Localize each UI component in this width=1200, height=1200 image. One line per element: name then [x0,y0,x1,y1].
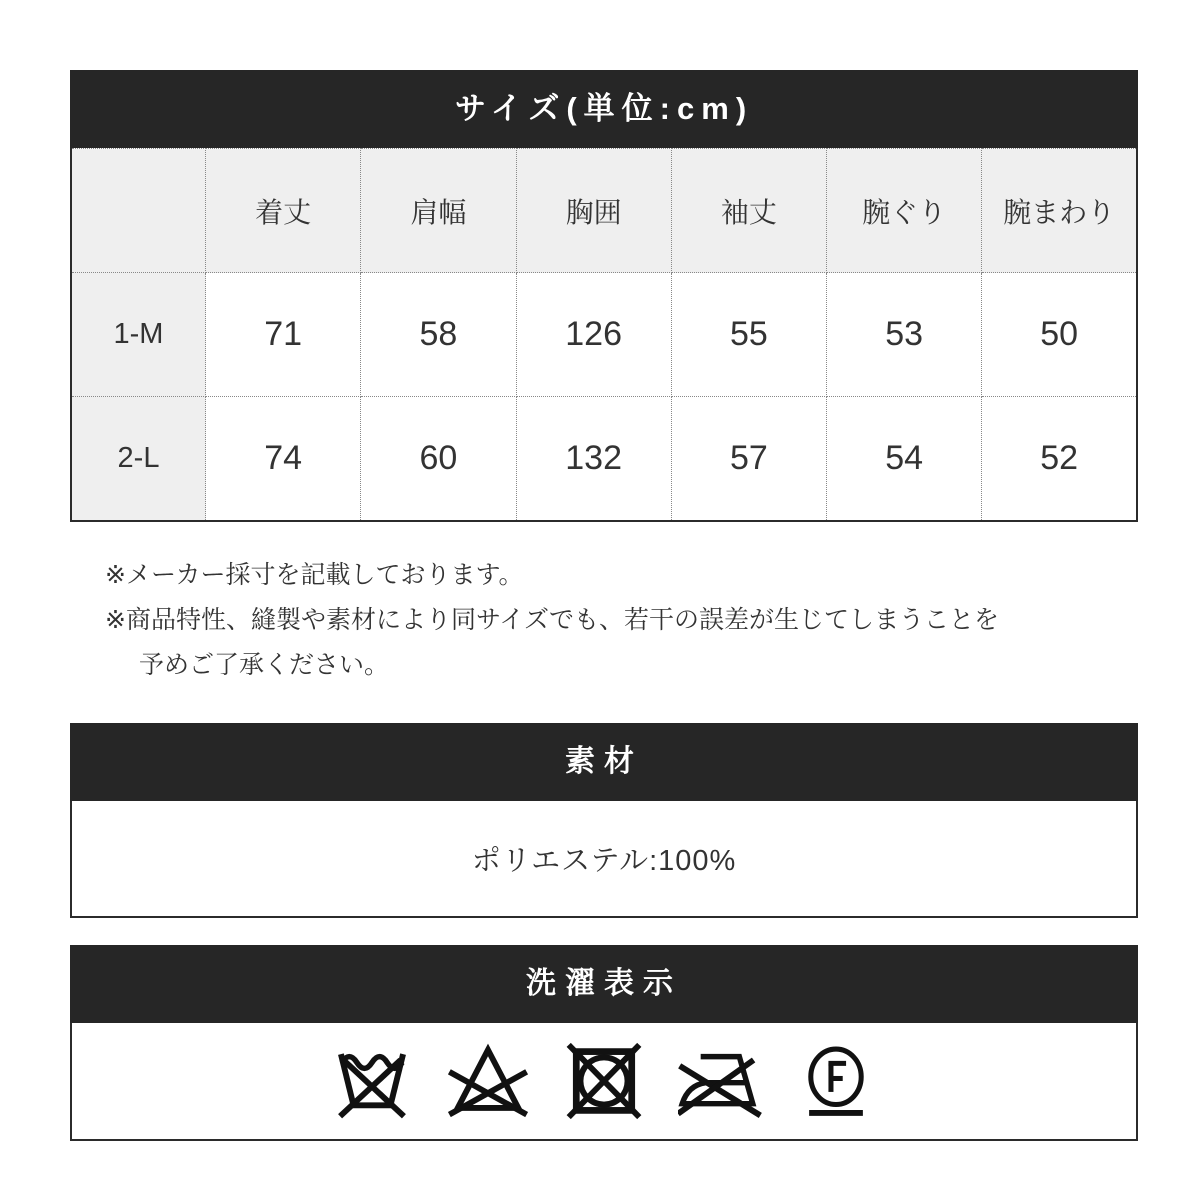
column-header: 腕まわり [982,149,1137,273]
size-row-label: 2-L [71,397,206,522]
column-header: 腕ぐり [827,149,982,273]
size-value: 60 [361,397,516,522]
laundry-section [70,945,1138,1141]
material-section [70,723,1138,918]
size-value: 57 [671,397,826,522]
material-section-title: 素材 [70,723,1138,801]
size-value: 126 [516,273,671,397]
size-table-header-row [71,149,1137,273]
do-not-iron-icon [678,1042,762,1120]
do-not-wash-icon [330,1042,414,1120]
size-value: 55 [671,273,826,397]
size-value: 53 [827,273,982,397]
table-row [71,397,1137,522]
material-content: ポリエステル:100% [70,801,1138,918]
do-not-bleach-icon [446,1042,530,1120]
size-table-corner-cell [71,149,206,273]
size-value: 74 [206,397,361,522]
size-table [70,148,1138,522]
dry-clean-petroleum-mild-icon [794,1042,878,1120]
column-header: 胸囲 [516,149,671,273]
note-line: ※メーカー採寸を記載しております。 [105,561,524,589]
size-section [70,70,1138,522]
size-value: 132 [516,397,671,522]
note-line: 予めご了承ください。 [139,651,390,679]
size-value: 54 [827,397,982,522]
column-header: 肩幅 [361,149,516,273]
note-line: ※商品特性、縫製や素材により同サイズでも、若干の誤差が生じてしまうことを [105,606,999,634]
size-value: 58 [361,273,516,397]
size-value: 52 [982,397,1137,522]
table-row [71,273,1137,397]
size-section-title: サイズ(単位:cm) [70,70,1138,148]
size-value: 50 [982,273,1137,397]
do-not-tumble-dry-icon [562,1042,646,1120]
measurement-notes [105,553,1105,688]
size-value: 71 [206,273,361,397]
size-row-label: 1-M [71,273,206,397]
column-header: 袖丈 [671,149,826,273]
laundry-section-title: 洗濯表示 [70,945,1138,1023]
laundry-icons-row [70,1023,1138,1141]
column-header: 着丈 [206,149,361,273]
